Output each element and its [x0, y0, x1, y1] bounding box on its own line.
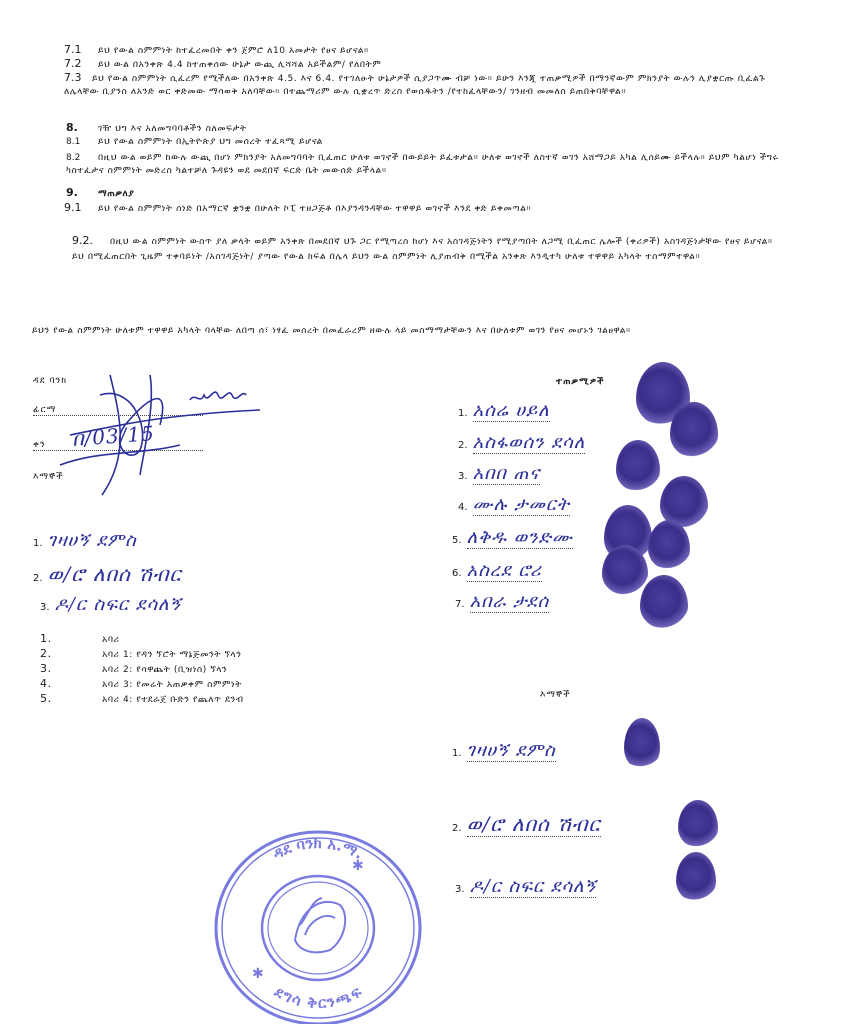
annex-number: 1. [40, 632, 52, 645]
clause-text: ይህ የውል ስምምነት በኢትዮጵያ ህግ መሰረት ተፈጻሚ ይሆናል [98, 137, 323, 147]
date-label: ቀን [33, 440, 46, 450]
right-witness-2 [452, 812, 601, 836]
handwritten-date: በ/03/15 [71, 421, 156, 451]
beneficiary-name: አበራ ታደሰ [469, 591, 550, 612]
witness-number: 1. [33, 538, 43, 549]
witness-number: 3. [455, 884, 465, 895]
clause-text: ይህ የውል ስምምነት ሲፈረም የሚችለው በአንቀጽ 4.5. እና 6.4. የተገለፁት ሁኔታዎች ሲያጋጥሙ ብቻ ነው። ይሁን እንጂ ተጠቃሚዎች በማንኛውም ምክንያት ውሉን ሊያቋርጡ ቢፈልጉ ለሌላቸው ቢያንስ ለአንድ ወር ቀድመው ማሳወቅ አለባቸው። በተጨማሪም ውሉ ሲቋረጥ ድረስ የወሰዱትን /የተከፈላቸውን/ ገንዘብ መመለስ ይጠበቅባቸዋል። [64, 74, 766, 97]
fingerprint-3 [616, 440, 660, 492]
annex-text: አባሪ 3: የመሬት አጠቃቀም ስምምነት [102, 680, 242, 690]
witnesses-label: እማኞች [33, 472, 64, 482]
clause-text: ገዥ ህግ እና አለመግባባቶችን ስለመፍታት [98, 124, 247, 134]
annex-item [40, 692, 244, 707]
annex-item [40, 632, 244, 647]
right-witnesses-title: እማኞች [540, 690, 571, 700]
stamp-star: ✱ [252, 966, 264, 982]
bank-signature [40, 355, 280, 505]
stamp-bottom-text: ደግሳ ቅርንጫፍ [271, 982, 365, 1013]
annex-text: አባሪ 1: የዳን ኘሮት ማኔጅመንት ኘላን [102, 650, 242, 660]
annex-item [40, 647, 244, 662]
beneficiary-number: 7. [455, 599, 465, 610]
declaration-text: ይህን የውል ስምምነት ሁለቱም ተዋዋይ አካላት ባላቸው ለበጣ ሰ፣ ነፃፈ መሰረት በመፈራረም ዘውሉ ላይ መስማማታቸውን እና በሁለቱም ወገን የፀና መሆኑን ገልፀዋል። [32, 326, 631, 336]
beneficiary-5 [452, 527, 573, 548]
beneficiary-3 [458, 463, 540, 484]
stamp-star: ✱ [352, 858, 364, 874]
fingerprint-7 [602, 545, 648, 595]
annex-text: አባሪ 4: የተደራጀ ቡድን የጨለጥ ደንብ [102, 695, 244, 705]
beneficiaries-title: ተጠቃሚዎች [556, 377, 605, 387]
witness-name: ዶ/ር ስፍር ደሳለኝ [54, 594, 182, 615]
beneficiary-number: 3. [458, 471, 468, 482]
clause-number: 8.1 [66, 137, 81, 147]
witness-fingerprint-2 [678, 800, 718, 848]
official-stamp [200, 800, 436, 1024]
clause-number: 7.3 [64, 71, 82, 84]
heading-9 [66, 186, 134, 201]
clause-8-1 [66, 136, 323, 149]
left-witness-2 [33, 562, 182, 586]
clause-text: ማጠቃለያ [98, 189, 135, 199]
clause-9-1 [64, 201, 531, 216]
clause-number: 8. [66, 121, 78, 134]
beneficiary-number: 1. [458, 408, 468, 419]
beneficiary-7 [455, 591, 549, 612]
right-witness-1 [452, 740, 556, 761]
clause-number: 8.2 [66, 153, 81, 163]
witness-name: ወ/ሮ ለበሰ ሽብር [466, 812, 601, 836]
witness-number: 3. [40, 602, 50, 613]
annex-item [40, 662, 244, 677]
beneficiary-name: አስፋወሰን ደሳለ [472, 432, 586, 453]
witness-number: 1. [452, 748, 462, 759]
clause-8-2 [66, 152, 794, 178]
clause-text: ይህ የውል ስምምነት ሰነድ በአማርኛ ቋንቋ በሁለት ኮፒ ተዘጋጅቶ በእያንዳንዳቸው ተዋዋይ ወገኖች እንደ ቀድ ይቀመጣል። [98, 204, 532, 214]
clause-7-1 [64, 43, 369, 58]
closing-declaration [32, 325, 812, 338]
svg-text:ደግሳ ቅርንጫፍ [270, 982, 365, 1012]
clause-number: 9. [66, 186, 78, 199]
annex-number: 4. [40, 677, 52, 690]
beneficiary-4 [458, 494, 570, 515]
fingerprint-2 [670, 402, 718, 458]
clause-9-2 [72, 233, 788, 265]
clause-number: 7.1 [64, 43, 82, 56]
witness-fingerprint-1 [624, 718, 660, 770]
bank-name-label: ዳደ ባንክ [33, 376, 68, 386]
beneficiary-number: 2. [458, 440, 468, 451]
annex-number: 3. [40, 662, 52, 675]
witness-name: ዶ/ር ስፍር ደሳለኝ [469, 876, 597, 897]
witness-number: 2. [33, 573, 43, 584]
beneficiary-number: 6. [452, 568, 462, 579]
clause-number: 9.2. [72, 234, 93, 247]
beneficiary-6 [452, 560, 542, 581]
witness-fingerprint-3 [676, 852, 716, 902]
fingerprint-8 [640, 575, 688, 629]
witness-name: ወ/ሮ ለበሰ ሽብር [47, 562, 182, 586]
beneficiary-name: ሙሉ ታመርት [472, 494, 570, 515]
annex-number: 2. [40, 647, 52, 660]
clause-number: 7.2 [64, 57, 82, 70]
witness-name: ገዛሀኝ ደምስ [466, 740, 556, 761]
clause-text: በዚህ ውል ወይም ከውሉ ውጪ በሆነ ምክንያት አለመግባባት ቢፈጠር ሁለቱ ወገኖች በውይይት ይፈቱታል። ሁለቱ ወገኖች ለስተኛ ወገን አሸማጋይ አካል ሊሰይሙ ይችላሉ። ይህም ካልሆነ ችግሩ ካስተፈታና ስምምነት መድረስ ካልተቻለ ጉዳዩን ወደ መደበኛ ፍርድ ቤት መውሰድ ይችላል። [66, 153, 779, 176]
beneficiary-2 [458, 432, 585, 453]
annex-list [40, 632, 244, 707]
fingerprint-6 [648, 520, 690, 570]
clause-text: ይህ የውል ስምምነት ከተፈረመበት ቀን ጀምሮ ለ10 አመታት የፀና ይሆናል። [98, 46, 369, 56]
beneficiary-number: 4. [458, 502, 468, 513]
clause-text: ይህ ውል በአንቀጽ 4.4 ከተጠቀሰው ሁኔታ ውጪ ሊሻሻል አይችልም/ የለበትም [98, 60, 382, 70]
beneficiary-number: 5. [452, 535, 462, 546]
beneficiary-name: አበበ ጠና [472, 463, 541, 484]
beneficiary-name: አስረደ ሮሪ [466, 560, 542, 581]
left-witness-3 [40, 594, 181, 615]
heading-8 [66, 121, 247, 136]
beneficiary-1 [458, 400, 550, 421]
signature-label: ፊርማ [33, 405, 57, 415]
annex-number: 5. [40, 692, 52, 705]
witness-name: ገዛሀኝ ደምስ [47, 530, 137, 551]
beneficiary-name: ለቅዱ ወንድሙ [466, 527, 573, 548]
annex-text: አባሪ 2: የሳዋጨት (ቢዝነስ) ኘላን [102, 665, 228, 675]
beneficiary-name: አሰሬ ሀይለ [472, 400, 550, 421]
annex-text: አባሪ [102, 635, 120, 645]
annex-item [40, 677, 244, 692]
clause-7-2 [64, 57, 381, 72]
clause-7-3 [64, 71, 794, 99]
right-witness-3 [455, 876, 596, 897]
clause-text: በዚህ ውል ስምምነት ውስጥ ያለ ቃላት ወይም አንቀጽ በመደበኛ ህጉ ጋር የሚጣረስ ከሆነ እና አስገዳጅነትን የሚያጣበት ለጋሚ ቢፈጠር ሌሎች (ቀሪዎች) አስገዳጅነታቸው የፀና ይሆናል። ይህ በሚፈጠርበት ጊዜም ተቀባይነት /አስገዳጅነት/ ያጣው የውል ክፍል በሌላ ይህን ውል ስምምነት ሊያጠብቅ በሚችል አንቀጽ እንዲተካ ሁለቱ ተዋዋይ አካላት ተስማምተዋል። [72, 237, 773, 262]
left-witness-1 [33, 530, 137, 551]
stamp-top-text: ዳደ ባንክ አ.ማ. [269, 833, 367, 864]
clause-number: 9.1 [64, 201, 82, 214]
witness-number: 2. [452, 823, 462, 834]
